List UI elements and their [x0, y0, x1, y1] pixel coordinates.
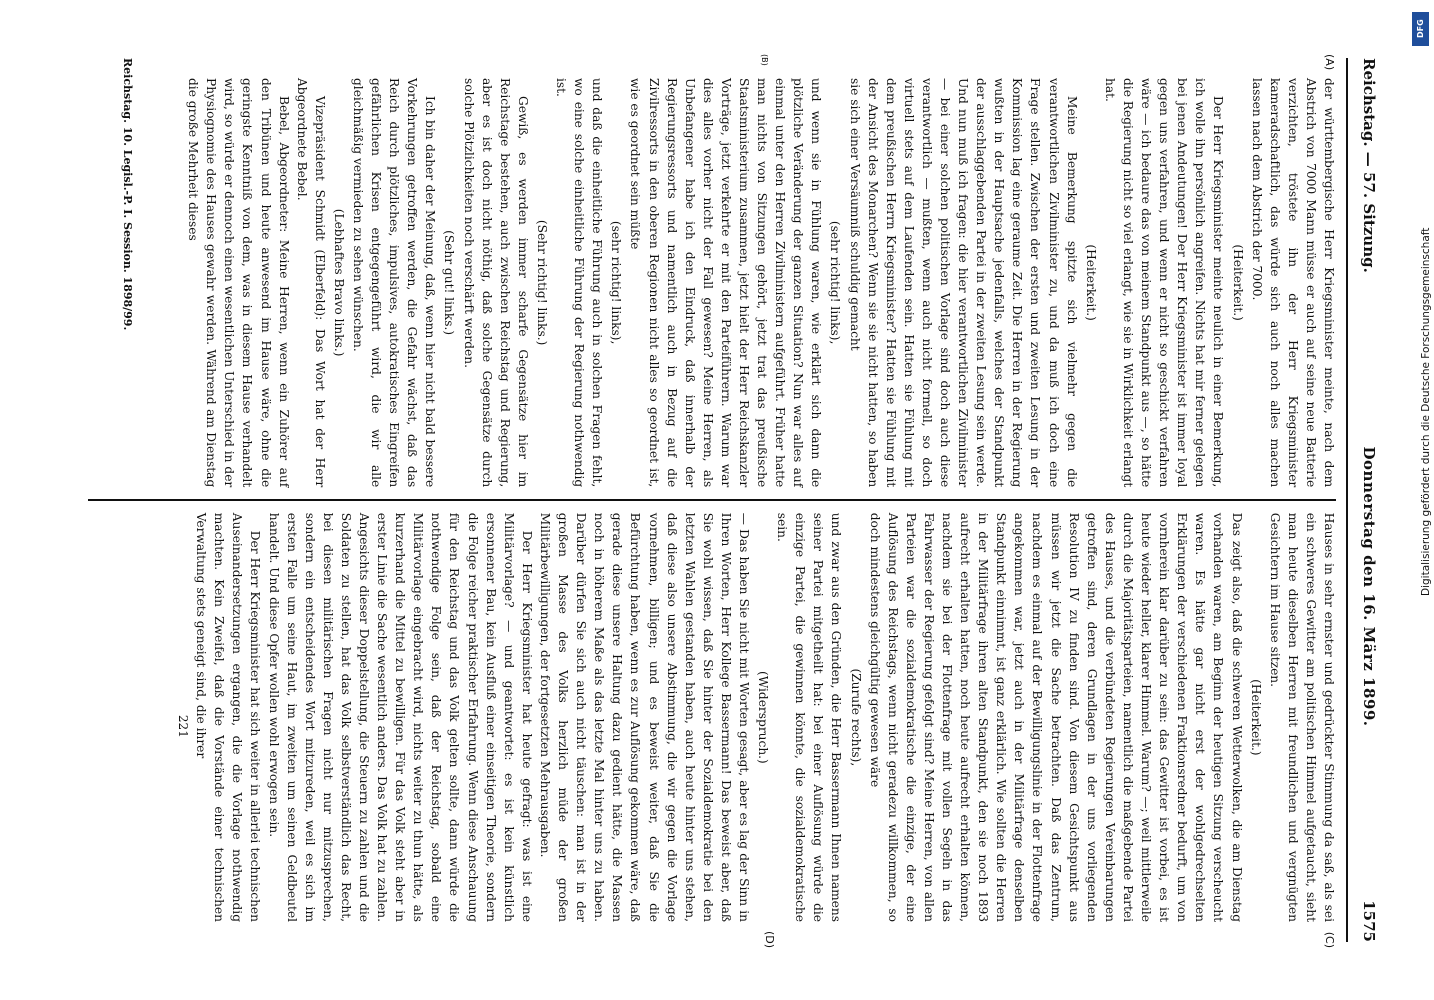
header-left: Reichstag. — 57. Sitzung.	[1360, 58, 1378, 273]
dfg-logo: DFG	[1412, 12, 1429, 46]
interjection: (Heiterkeit.)	[1230, 244, 1245, 321]
margin-marker-a: (A)	[1323, 54, 1336, 71]
interjection: (Sehr gut! links.)	[442, 230, 457, 336]
header-date: Donnerstag den 16. März 1899.	[1360, 446, 1378, 727]
paragraph: der württembergische Herr Kriegsminister meinte, nach dem Abstrich von 7000 Mann müsse er auch auf seine neue Batterie verzichten, tröstete ihn der Herr Kriegsminister kameradschaftlich, das würde sich auch noch alles machen lassen nach dem Abstrich der 7000.	[1249, 78, 1336, 488]
speaker-paragraph: Vizepräsident Schmidt (Elberfeld): Das Wort hat der Herr Abgeordnete Bebel.	[294, 78, 327, 488]
interjection: (Heiterkeit.)	[1248, 679, 1263, 756]
page-footer: Reichstag. 10. Legisl.-P. I. Session. 1898/99.	[121, 58, 134, 331]
right-column	[88, 501, 1338, 948]
page-header	[1346, 58, 1378, 942]
paragraph: Gewiß, es werden immer scharfe Gegensätze hier im Reichstage bestehen, auch zwischen Reichstag und Regierung, aber es ist doch nicht nöthig, daß solche Gegensätze durch solche Plötzlichkeiten noch verschärft werden.	[461, 78, 530, 488]
left-column	[88, 54, 1338, 499]
interjection: (Lebhaftes Bravo links.)	[331, 208, 346, 357]
interjection: (Zurufe rechts),	[848, 668, 863, 767]
interjection: (Widerspruch.)	[756, 670, 771, 764]
paragraph: Meine Bemerkung spitzte sich vielmehr gegen die verantwortlichen Zivilminister zu, und da muß ich doch eine Frage stellen. Zwischen der ersten und zweiten Lesung in der Kommission lag eine geraume Zeit. Die Herren in der Regierung wußten in der Hauptsache jedenfalls, welches der Standpunkt der ausschlaggebenden Partei in der zweiten Lesung sein werde. Und nun muß ich fragen: die hier verantwortlichen Zivilminister — bei einer solchen politischen Vorlage sind doch auch diese verantwortlich — mußten, wenn auch nicht formell, so doch virtuell stets auf dem Laufenden sein. Hatten sie Fühlung mit dem preußischen Herrn Kriegsminister? Hatten sie Fühlung mit der Ansicht des Monarchen? Wenn sie sie nicht hatten, so haben sie sich einer Versäumniß schuldig gemacht	[847, 78, 1079, 488]
paragraph: Ich bin daher der Meinung, daß, wenn hier nicht bald bessere Vorkehrungen getroffen werden, die Gefahr wächst, daß das Reich durch plötzliches, impulsives, autokratisches Eingreifen gefährlichen Krisen entgegengeführt wird, die wir alle gleichmäßig vermieden zu sehen wünschen.	[351, 78, 438, 488]
credit-text: Digitalisierung gefördert durch die Deutsche Forschungsgemeinschaft	[1420, 227, 1432, 596]
interjection: (sehr richtig! links),	[828, 220, 843, 345]
digitization-credit	[1410, 6, 1430, 596]
signature-number: 221	[176, 714, 191, 738]
text-columns	[88, 54, 1338, 948]
paragraph: Hauses in sehr ernster und gedrückter Stimmung da saß, als sei ein schweres Gewitter am politischen Himmel aufgetaucht, sieht man heute dieselben Herren mit freundlichen und vergnügten Gesichtern im Hause sitzen.	[1267, 512, 1336, 922]
interjection: (Sehr richtig! links.)	[534, 219, 549, 346]
speaker-paragraph: Bebel, Abgeordneter: Meine Herren, wenn ein Zuhörer auf den Tribünen und heute anwesend im Hause wäre, ohne die geringste Kenntniß von dem, was in diesem Hause verhandelt wird, so würde er dennoch einen wesentlichen Unterschied in der Physiognomie des Hauses gewahr werden. Während am Dienstag die große Mehrheit dieses	[186, 78, 291, 488]
margin-marker-c: (C)	[1323, 931, 1336, 948]
paragraph: Der Herr Kriegsminister hat heute gefragt: was ist eine Militärvorlage? — und geantwortet: es ist kein künstlich ersonnener Bau, kein Ausfluß einer einseitigen Theorie, sondern die Folge reicher praktischer Erfahrung. Wenn diese Anschauung für den Reichstag und das Volk gelten sollte, dann würde die nothwendige Folge sein, daß der Reichstag, sobald eine Militärvorlage eingebracht wird, nichts weiter zu thun hätte, als kurzerhand die Mittel zu bewilligen. Für das Volk steht aber in erster Linie die Sache wesentlich anders. Das Volk hat zu zahlen. Angesichts dieser Doppelstellung, die Steuern zu zahlen und die Soldaten zu stellen, hat das Volk selbstverständlich das Recht, bei diesen militärischen Fragen nicht nur mitzusprechen, sondern ein entscheidendes Wort mitzureden, weil es sich im ersten Falle um seine Haut, im zweiten um seinen Geldbeutel handelt. Und diese Opfer wollen wohl erwogen sein.	[266, 512, 534, 922]
interjection: (sehr richtig! links),	[609, 220, 624, 345]
margin-marker-b: (B)	[760, 54, 769, 66]
margin-marker-d: (D)	[763, 930, 776, 948]
paragraph: Das zeigt also, daß die schweren Wetterwolken, die am Dienstag vorhanden waren, am Beginn der heutigen Sitzung verscheucht waren. Es hätte gar nicht erst der wohlgedrechselten Erklärungen der verschiedenen Fraktionsredner bedurft, um von vornherein klar darüber zu sein: das Gewitter ist vorbei, es ist heute wieder heller, klarer Himmel. Warum? —; weil mittlerweile durch die Majoritätsparteien, namentlich die maßgebende Partei des Hauses, und die verbündeten Regierungen Vereinbarungen getroffen sind, deren Grundlagen in der uns vorliegenden Resolution IV zu finden sind. Von diesem Gesichtspunkt aus müssen wir jetzt die Sache betrachten. Daß das Zentrum, nachdem es einmal auf der Bewilligungslinie in der Flottenfrage angekommen war, jetzt auch in der Militärfrage denselben Standpunkt einnimmt, ist ganz erklärlich. Wie sollten die Herren in der Militärfrage ihren alten Standpunkt, den sie noch 1893 aufrecht erhalten hatten, noch heute aufrecht erhalten können, nachdem sie bei der Flottenfrage mit vollen Segeln in das Fahrwasser der Regierung gefolgt sind? Meine Herren, von allen Parteien war die sozialdemokratische die einzige, der eine Auflösung des Reichstags, wenn nicht geradezu willkommen, so doch mindestens gleichgültig gewesen wäre	[867, 512, 1244, 922]
page-number: 1575	[1360, 900, 1378, 942]
paragraph: — Das haben Sie nicht mit Worten gesagt, aber es lag der Sinn in Ihren Worten, Herr Kollege Bassermann! Das beweist aber, daß Sie wohl wissen, daß Sie hinter der Sozialdemokratie bei den letzten Wahlen gestanden haben, auch heute hinter uns stehen, daß diese also unsere Abstimmung, die wir gegen die Vorlage vornehmen, billigen; und es beweist weiter, daß Sie die Befürchtung haben, wenn es zur Auflösung gekommen wäre, daß gerade diese unsere Haltung dazu gedient hätte, die Massen noch in höherem Maße als das letzte Mal hinter uns zu haben. Darüber dürfen Sie sich auch nicht täuschen: man ist in der großen Masse des Volks herzlich müde der großen Militärbewilligungen, der fortgesetzten Mehrausgaben.	[537, 512, 751, 922]
paragraph: Der Herr Kriegsminister meinte neulich in einer Bemerkung, ich wolle ihn persönlich angreifen. Nichts hat mir ferner gelegen bei jenen Andeutungen! Der Herr Kriegsminister ist immer loyal gegen uns verfahren, und wenn er nicht so geschickt verfahren wäre — ich bedaure das von meinem Standpunkt aus —, so hätte die Regierung nicht so viel erlangt, wie sie in Wirklichkeit erlangt hat.	[1102, 78, 1226, 488]
paragraph: und zwar aus den Gründen, die Herr Bassermann Ihnen namens seiner Partei mitgetheilt hat: bei einer Auflösung würde die einzige Partei, die gewinnen könnte, die sozialdemokratische sein.	[775, 512, 844, 922]
interjection: (Heiterkeit.)	[1083, 244, 1098, 321]
paragraph: und daß die einheitliche Führung auch in solchen Fragen fehlt, wo eine solche einheitliche Führung der Regierung nothwendig ist.	[554, 78, 605, 488]
paragraph: und wenn sie in Fühlung waren, wie erklärt sich dann die plötzliche Veränderung der ganzen Situation? Nun war alles auf einmal unter den Herren Zivilministern aufgeführt. Früher hatte man nichts von Sitzungen gehört, jetzt trat das preußische Staatsministerium zusammen, jetzt hielt der Herr Reichskanzler Vorträge, jetzt verkehrte er mit den Parteiführern. Warum war dies alles vorher nicht der Fall gewesen? Meine Herren, als Unbefangener habe ich den Eindruck, daß innerhalb der Regierungsressorts und namentlich auch in Bezug auf die Zivilressorts in den oberen Regionen nicht alles so geordnet ist, wie es geordnet sein müßte	[628, 78, 824, 488]
paragraph: Der Herr Kriegsminister hat sich weiter in allerlei technischen Auseinandersetzungen ergangen, die die Vorlage nothwendig machten. Kein Zweifel, daß die Vorstände einer technischen Verwaltung stets geneigt sind, die ihrer	[194, 512, 263, 922]
